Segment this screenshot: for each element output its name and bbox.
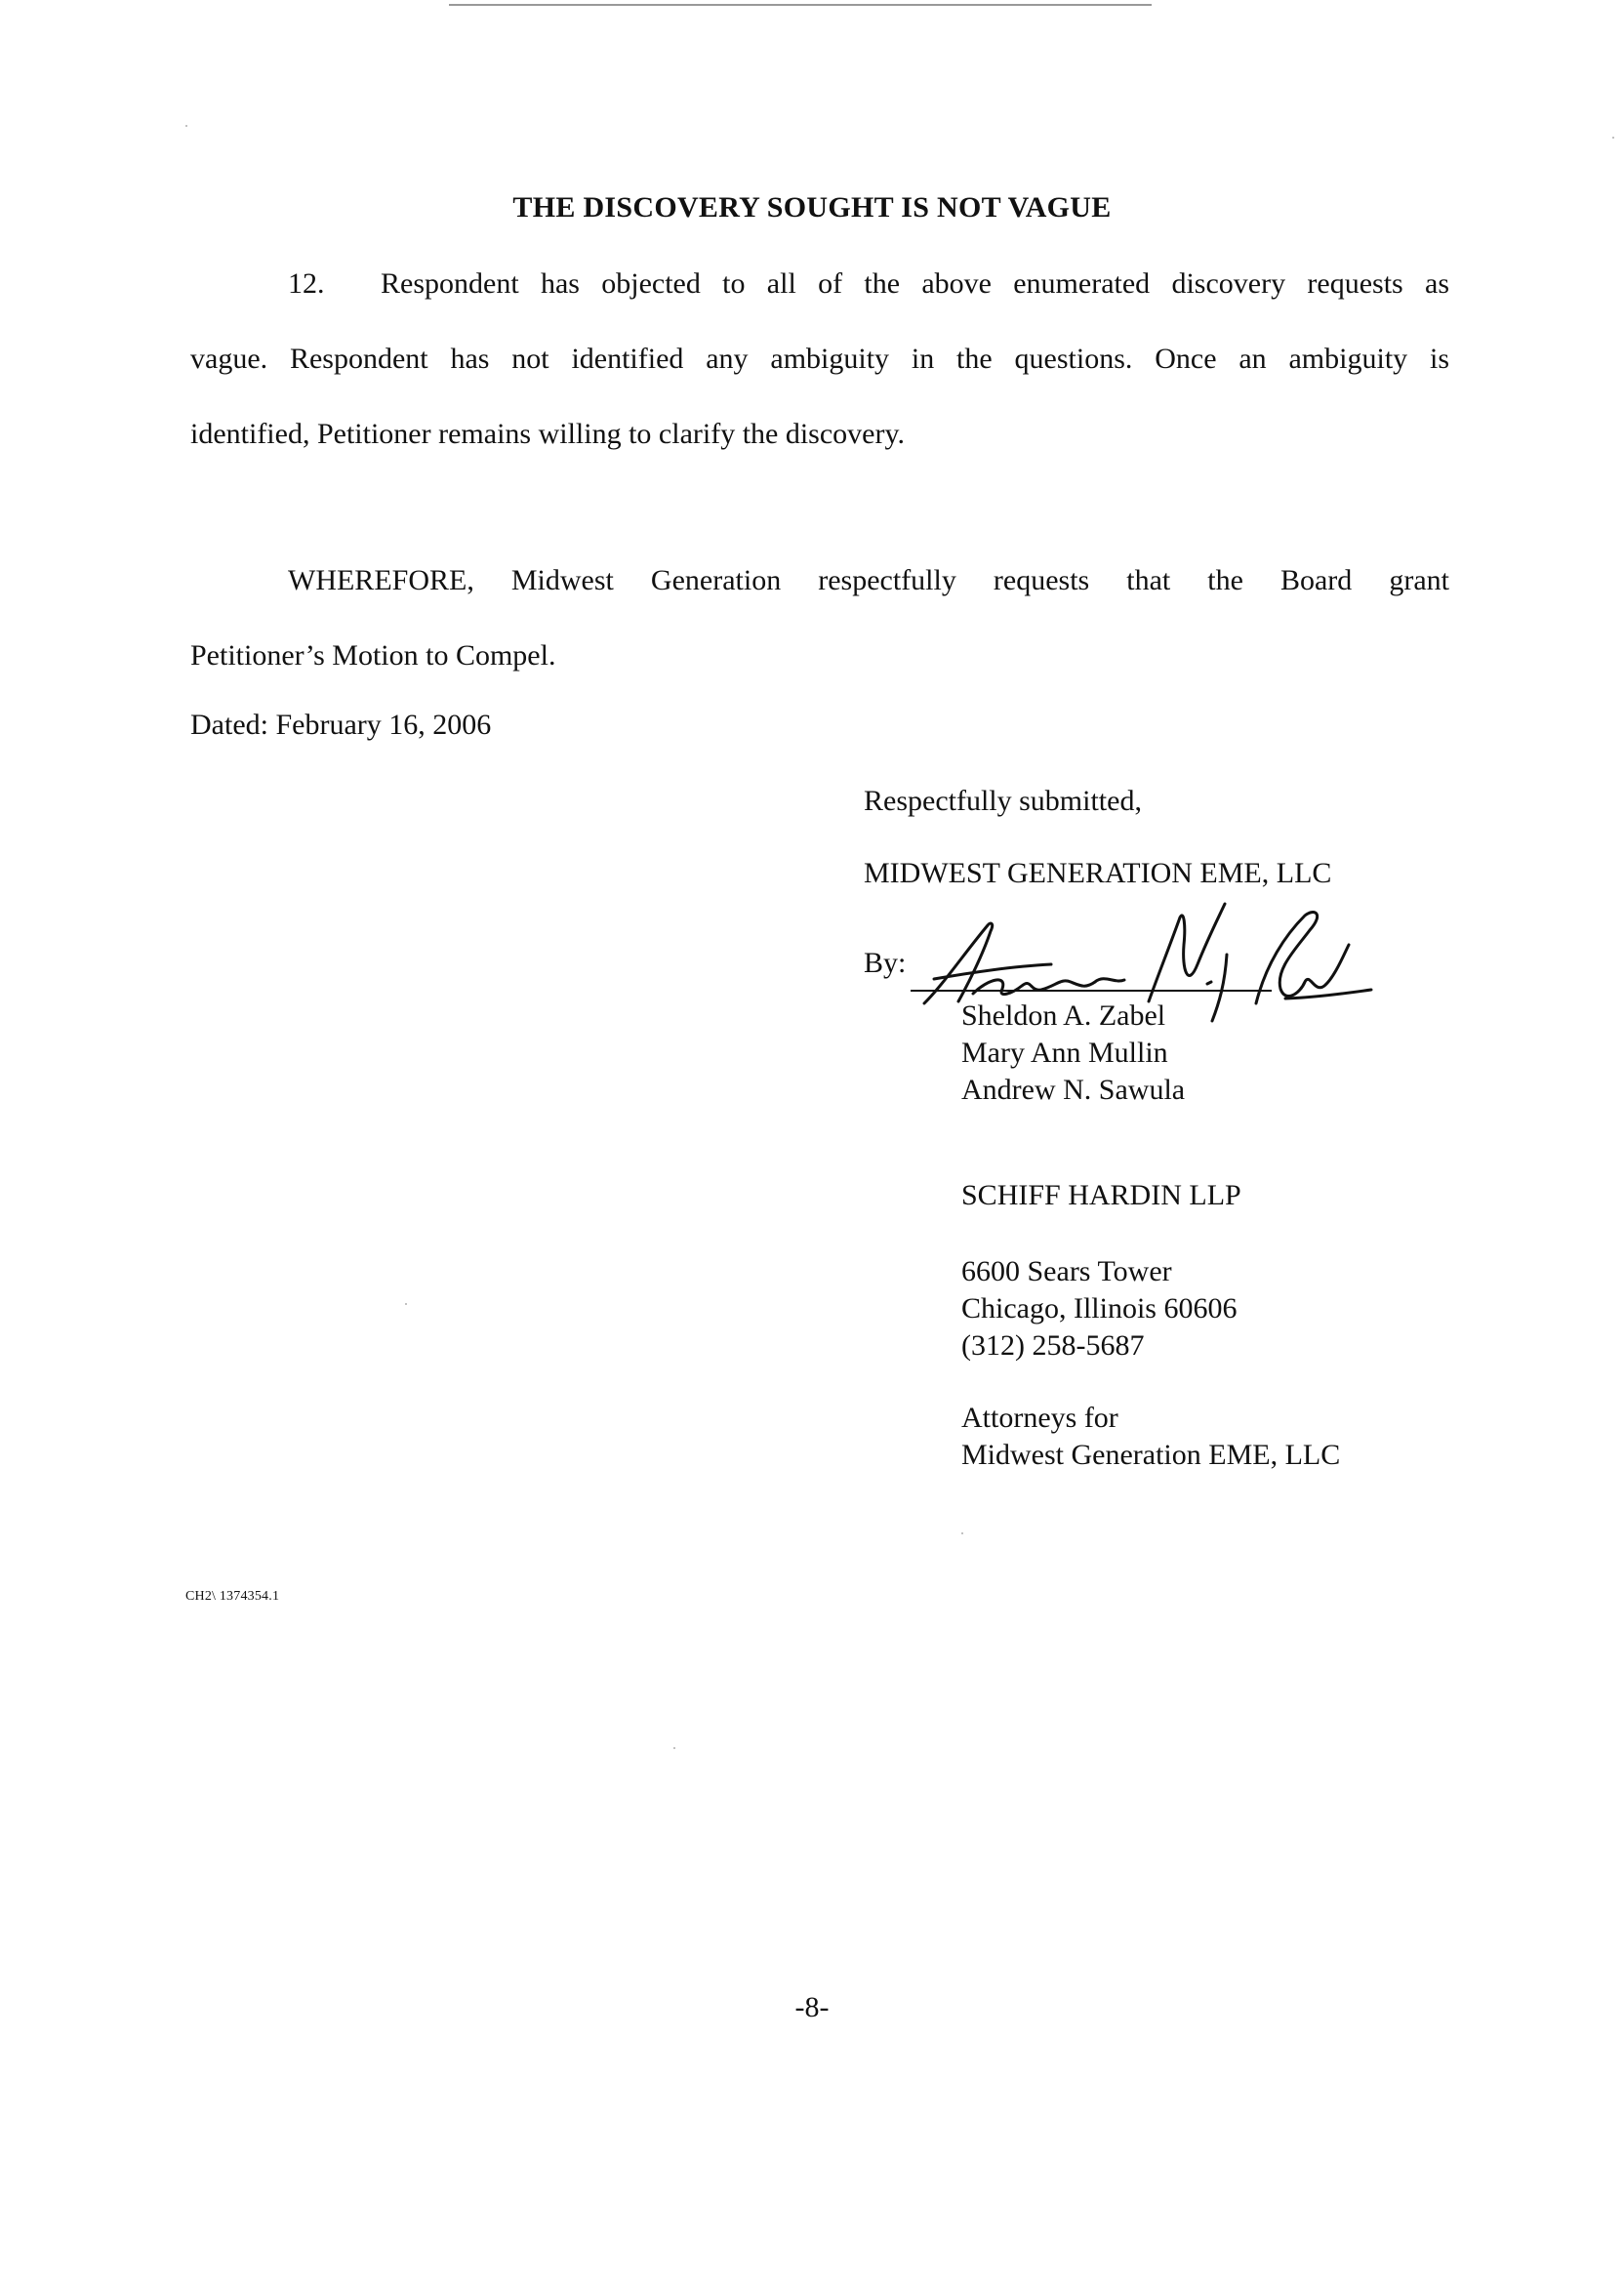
paragraph-number: 12. (288, 267, 325, 300)
scan-speck (673, 1747, 675, 1749)
address-line: 6600 Sears Tower (961, 1255, 1172, 1287)
paragraph-line: 12. Respondent has objected to all of the above enumerated discovery requests as (190, 246, 1449, 321)
page-number: -8- (794, 1991, 830, 2023)
paragraph-line: identified, Petitioner remains willing to clarify the discovery. (190, 418, 906, 450)
client-name: Midwest Generation EME, LLC (961, 1439, 1341, 1471)
section-heading: THE DISCOVERY SOUGHT IS NOT VAGUE (512, 191, 1112, 224)
address-line: Chicago, Illinois 60606 (961, 1292, 1238, 1324)
signer-name: Andrew N. Sawula (961, 1074, 1186, 1106)
law-firm-name: SCHIFF HARDIN LLP (961, 1179, 1241, 1211)
signer-name: Mary Ann Mullin (961, 1037, 1168, 1069)
signer-names (961, 998, 1185, 1109)
phone-number: (312) 258-5687 (961, 1329, 1145, 1362)
document-id: CH2\ 1374354.1 (185, 1589, 280, 1604)
wherefore-paragraph (190, 543, 1449, 693)
closing-text: Respectfully submitted, (864, 785, 1142, 817)
paragraph-12 (190, 246, 1449, 471)
signer-name: Sheldon A. Zabel (961, 999, 1166, 1032)
scan-artifact-line (449, 4, 1152, 6)
scan-speck (961, 1532, 963, 1534)
paragraph-line: Petitioner’s Motion to Compel. (190, 639, 556, 672)
company-name: MIDWEST GENERATION EME, LLC (864, 857, 1332, 889)
paragraph-line: WHEREFORE, Midwest Generation respectfully requests that the Board grant (288, 564, 1449, 596)
attorneys-for (961, 1400, 1340, 1474)
attorneys-for-label: Attorneys for (961, 1402, 1118, 1434)
scan-speck (1612, 137, 1614, 139)
date-line: Dated: February 16, 2006 (190, 709, 492, 741)
by-label: By: (864, 947, 907, 979)
scan-speck (405, 1303, 407, 1305)
firm-address (961, 1253, 1237, 1365)
paragraph-line: vague. Respondent has not identified any ambiguity in the questions. Once an ambiguity is (190, 343, 1449, 375)
scan-speck (185, 125, 187, 127)
